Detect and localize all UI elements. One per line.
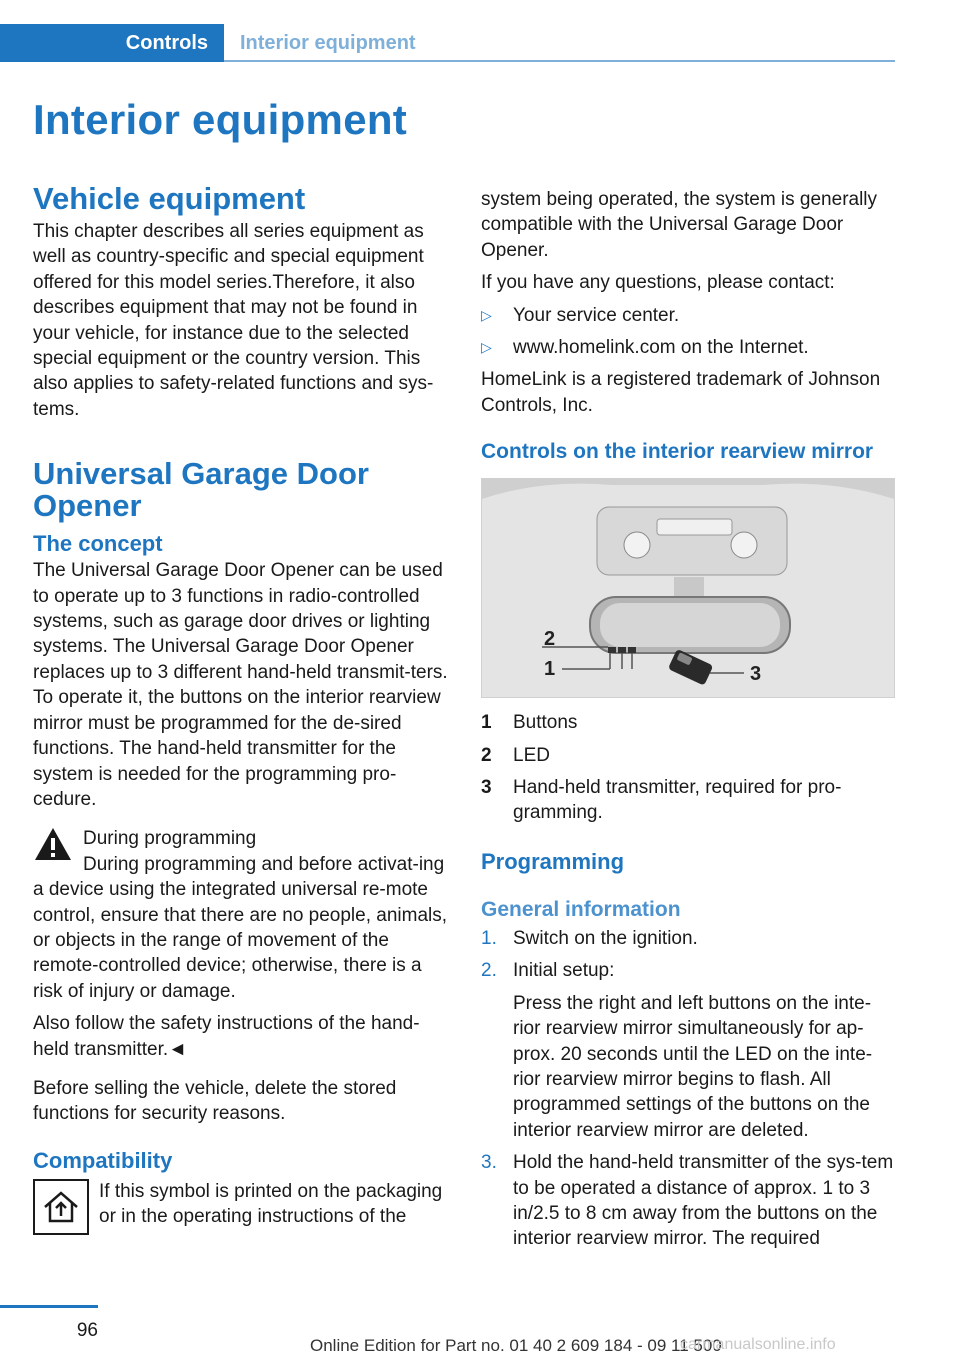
trademark-text: HomeLink is a registered trademark of Johnson Controls, Inc. <box>481 369 881 416</box>
selling-text: Before selling the vehicle, delete the stored functions for security reasons. <box>33 1077 397 1125</box>
header-divider <box>224 60 895 62</box>
warning-icon <box>33 826 83 869</box>
figure-label-3: 3 <box>750 663 762 686</box>
bullet-text: Your service center. <box>513 304 680 326</box>
controls-heading: Controls on the interior rearview mirror <box>481 440 874 464</box>
list-item <box>481 1150 897 1252</box>
mirror-illustration <box>482 479 894 697</box>
bullet-text: www.homelink.com on the Internet. <box>513 337 809 359</box>
follow-text: Also follow the safety instructions of the hand-held transmitter.◄ <box>33 1013 420 1060</box>
header-bar <box>0 24 895 62</box>
step-number: 2. <box>481 960 497 982</box>
concept-text: The Universal Garage Door Opener can be used to operate up to 3 functions in radio-controlled systems, such as garage door drives or lighting systems. The Universal Garage Door Opener replaces up to 3 different hand-held transmit-ters. To operate it, the buttons on the interior rearview mirror must be programmed for the de-sired functions. The hand-held transmitter for the system is needed for the programming pro-cedure. <box>33 560 448 810</box>
legend-text: LED <box>513 744 550 766</box>
compatibility-block <box>33 1179 450 1242</box>
triangle-bullet-icon: ▷ <box>481 306 492 323</box>
step-detail: Press the right and left buttons on the inte-rior rearview mirror simultaneously for ap-prox. 20 seconds until the LED on the inte-rior rearview mirror begins to flash. All programmed settings of the buttons on the interior rearview mirror are deleted. <box>513 992 873 1141</box>
vehicle-equipment-heading: Vehicle equipment <box>33 181 306 216</box>
legend-number: 2 <box>481 744 492 766</box>
list-item <box>481 926 897 951</box>
legend-number: 1 <box>481 712 492 734</box>
compatibility-heading: Compatibility <box>33 1147 173 1173</box>
questions-text: If you have any questions, please contact: <box>481 272 835 294</box>
triangle-bullet-icon: ▷ <box>481 339 492 356</box>
vehicle-equipment-text: This chapter describes all series equipment as well as country-specific and special equipment offered for this model series.Therefore, it also describes equipment that may not be found in your vehicle, for instance due to the selected special equipment or the country version. This also applies to safety-related functions and sys-tems. <box>33 221 434 420</box>
step-text: Initial setup: <box>513 960 615 982</box>
ugdo-heading: Universal Garage Door Opener <box>33 456 369 524</box>
list-item <box>481 303 897 328</box>
legend-text: Buttons <box>513 712 578 734</box>
warning-text: During programming and before activat-ing a device using the integrated universal re-mote control, ensure that there are no people, animals, or objects in the range of movement of the remote-controlled device; otherwise, there is a risk of injury or damage. <box>33 853 448 1002</box>
compatibility-text: If this symbol is printed on the packaging or in the operating instructions of the <box>99 1180 443 1228</box>
step-text: Hold the hand-held transmitter of the sys-tem to be operated a distance of approx. 1 to 3 in/2.5 to 8 cm away from the buttons on the interior rearview mirror. The required <box>513 1152 894 1250</box>
left-column <box>33 183 450 1242</box>
warning-title: During programming <box>83 828 257 850</box>
legend-text: Hand-held transmitter, required for pro-gramming. <box>513 777 842 824</box>
legend-item <box>481 775 897 826</box>
legend-item <box>481 743 897 768</box>
legend-number: 3 <box>481 777 492 799</box>
figure-label-2: 2 <box>544 628 556 651</box>
page-number: 96 <box>0 1305 98 1342</box>
figure-label-1: 1 <box>544 658 556 681</box>
mirror-figure <box>481 478 895 698</box>
edition-text: Online Edition for Part no. 01 40 2 609 184 - 09 11 500 <box>310 1336 722 1355</box>
concept-heading: The concept <box>33 531 163 557</box>
step-text: Switch on the ignition. <box>513 927 698 949</box>
compat-continued-text: system being operated, the system is generally compatible with the Universal Garage Door Opener. <box>481 189 878 261</box>
subsection-tab[interactable]: Interior equipment <box>240 31 416 54</box>
watermark: carmanualsonline.info <box>680 1336 836 1353</box>
list-item <box>481 335 897 360</box>
section-tab[interactable]: Controls <box>0 24 224 62</box>
list-item <box>481 958 897 1143</box>
step-number: 3. <box>481 1152 497 1174</box>
compatibility-icon <box>33 1179 99 1242</box>
general-info-heading: General information <box>481 897 681 921</box>
right-column <box>481 187 897 1259</box>
programming-heading: Programming <box>481 848 625 874</box>
step-number: 1. <box>481 927 497 949</box>
page-title: Interior equipment <box>33 96 408 143</box>
legend-item <box>481 710 897 735</box>
